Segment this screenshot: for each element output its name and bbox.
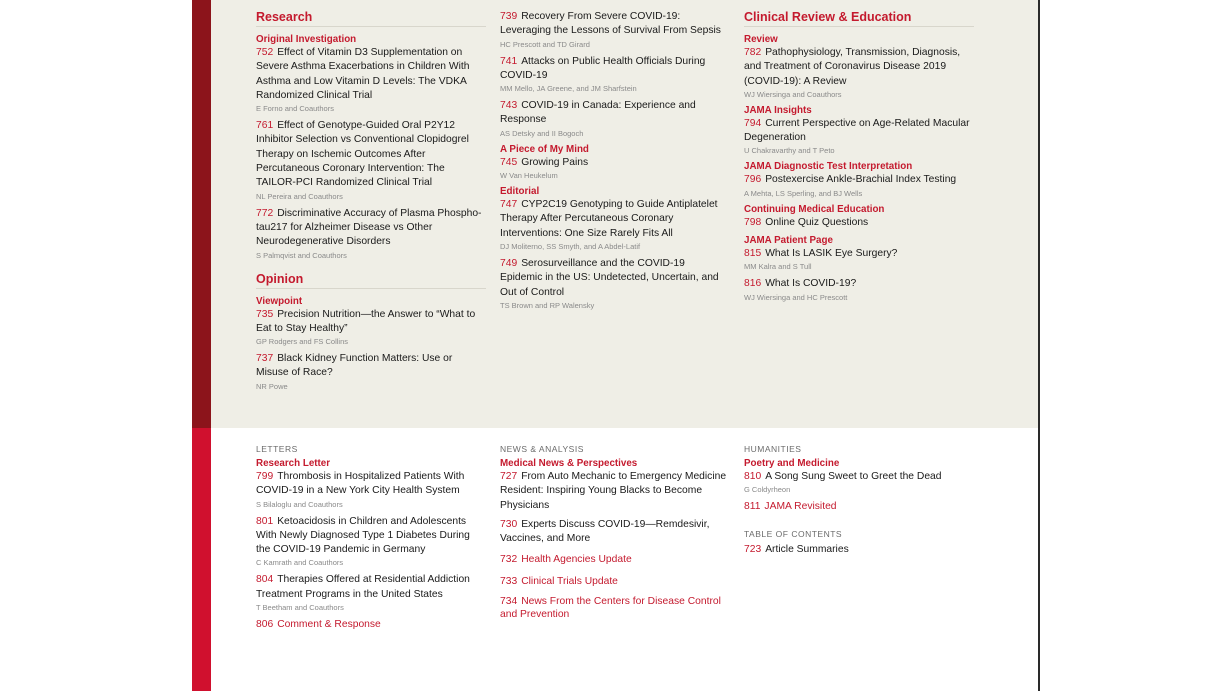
page-number: 737 xyxy=(256,353,274,365)
toc-entry[interactable] xyxy=(744,216,974,230)
spine-bar-bottom xyxy=(192,428,211,691)
toc-entry[interactable] xyxy=(256,207,486,261)
subsection-diagnostic-test: JAMA Diagnostic Test Interpretation xyxy=(744,161,913,173)
toc-entry[interactable] xyxy=(500,257,730,311)
toc-entry[interactable] xyxy=(744,173,974,198)
toc-entry[interactable] xyxy=(744,470,974,495)
authors: U Chakravarthy and T Peto xyxy=(744,146,835,156)
page-number: 801 xyxy=(256,515,274,527)
toc-entry[interactable] xyxy=(744,277,974,302)
article-title: Article Summaries xyxy=(765,543,849,555)
toc-entry[interactable] xyxy=(500,55,730,95)
article-title: Experts Discuss COVID-19—Remdesivir, Vaccines, and More xyxy=(500,518,710,545)
page-number: 741 xyxy=(500,55,518,67)
page-number: 723 xyxy=(744,543,762,555)
toc-entry[interactable] xyxy=(744,117,974,157)
toc-entry[interactable] xyxy=(256,46,486,114)
authors: MM Kalra and S Tull xyxy=(744,262,812,272)
article-title: Pathophysiology, Transmission, Diagnosis, and Treatment of Coronavirus Disease 2019 (COVID-19): A Review xyxy=(744,47,961,87)
page-number: 727 xyxy=(500,471,518,482)
subsection-viewpoint: Viewpoint xyxy=(256,295,303,307)
subsection-original-investigation: Original Investigation xyxy=(256,34,357,45)
section-news: NEWS & ANALYSIS xyxy=(500,444,584,454)
toc-page xyxy=(192,0,1040,691)
authors: T Beetham and Coauthors xyxy=(256,603,344,613)
page-number: 743 xyxy=(500,100,518,112)
authors: MM Mello, JA Greene, and JM Sharfstein xyxy=(500,84,637,94)
subsection-piece-of-my-mind: A Piece of My Mind xyxy=(500,143,589,155)
authors: NL Pereira and Coauthors xyxy=(256,191,343,201)
subsection-jama-insights: JAMA Insights xyxy=(744,104,812,116)
article-title: Health Agencies Update xyxy=(521,554,632,566)
toc-entry[interactable] xyxy=(500,156,730,181)
toc-entry[interactable] xyxy=(744,500,974,514)
article-title: Therapies Offered at Residential Addiction Treatment Programs in the United States xyxy=(256,574,470,600)
toc-entry[interactable] xyxy=(744,46,974,100)
article-title: Attacks on Public Health Officials During COVID-19 xyxy=(500,55,706,81)
article-title: Discriminative Accuracy of Plasma Phospho-tau217 for Alzheimer Disease vs Other Neurodegenerative Disorders xyxy=(256,207,482,248)
page-number: 804 xyxy=(256,574,274,586)
page-number: 739 xyxy=(500,11,518,22)
page-number: 732 xyxy=(500,554,518,566)
column-humanities xyxy=(744,444,974,562)
article-title: Clinical Trials Update xyxy=(521,575,618,587)
section-toc: TABLE OF CONTENTS xyxy=(744,528,843,539)
toc-entry[interactable] xyxy=(256,618,486,632)
section-opinion: Opinion xyxy=(256,272,486,289)
subsection-patient-page: JAMA Patient Page xyxy=(744,235,833,247)
article-title: Current Perspective on Age-Related Macular Degeneration xyxy=(744,117,970,144)
article-title: A Song Sung Sweet to Greet the Dead xyxy=(765,471,942,482)
column-news xyxy=(500,444,730,626)
authors: E Forno and Coauthors xyxy=(256,104,334,114)
page-number: 745 xyxy=(500,156,518,168)
authors: DJ Moliterno, SS Smyth, and A Abdel-Latif xyxy=(500,241,641,251)
toc-entry[interactable] xyxy=(256,308,486,348)
article-title: What Is LASIK Eye Surgery? xyxy=(765,248,898,260)
page-number: 733 xyxy=(500,575,518,587)
authors: TS Brown and RP Walensky xyxy=(500,300,595,310)
section-clinical-review: Clinical Review & Education xyxy=(744,10,974,27)
article-title: Effect of Genotype-Guided Oral P2Y12 Inhibitor Selection vs Conventional Clopidogrel Therapy on Ischemic Outcomes After Percutaneous Coronary Intervention: The TAILOR-PCI Randomized Clinical Trial xyxy=(256,120,469,189)
page-number: 735 xyxy=(256,308,274,320)
page-number: 734 xyxy=(500,596,518,608)
page-number: 772 xyxy=(256,207,274,219)
page-number: 782 xyxy=(744,47,762,58)
section-research: Research xyxy=(256,10,486,27)
toc-entry[interactable] xyxy=(256,573,486,613)
authors: WJ Wiersinga and Coauthors xyxy=(744,89,842,99)
article-title: JAMA Revisited xyxy=(764,501,837,513)
toc-entry[interactable] xyxy=(500,470,730,513)
toc-entry[interactable] xyxy=(500,596,730,621)
subsection-review: Review xyxy=(744,34,778,45)
toc-entry[interactable] xyxy=(500,575,730,589)
article-title: Precision Nutrition—the Answer to “What to Eat to Stay Healthy” xyxy=(256,308,476,334)
authors: NR Powe xyxy=(256,381,288,391)
page-number: 730 xyxy=(500,518,518,530)
section-humanities: HUMANITIES xyxy=(744,444,802,454)
toc-entry[interactable] xyxy=(744,543,974,557)
page-number: 815 xyxy=(744,248,762,260)
article-title: Effect of Vitamin D3 Supplementation on Severe Asthma Exacerbations in Children With Asthma and Low Vitamin D Levels: The VDKA Randomized Clinical Trial xyxy=(256,47,470,101)
article-title: Ketoacidosis in Children and Adolescents With Newly Diagnosed Type 1 Diabetes During the COVID-19 Pandemic in Germany xyxy=(256,515,470,556)
article-title: Recovery From Severe COVID-19: Leveraging the Lessons of Survival From Sepsis xyxy=(500,11,721,37)
authors: HC Prescott and TD Girard xyxy=(500,39,590,49)
column-clinical-review xyxy=(744,10,974,308)
article-title: Postexercise Ankle-Brachial Index Testing xyxy=(765,174,957,186)
article-title: Thrombosis in Hospitalized Patients With COVID-19 in a New York City Health System xyxy=(256,471,465,497)
article-title: COVID-19 in Canada: Experience and Response xyxy=(500,100,696,126)
column-opinion-continued xyxy=(500,10,730,316)
subsection-medical-news: Medical News & Perspectives xyxy=(500,458,638,469)
article-title: From Auto Mechanic to Emergency Medicine Resident: Inspiring Young Blacks to Become Physicians xyxy=(500,471,727,511)
subsection-poetry: Poetry and Medicine xyxy=(744,458,840,469)
authors: S Palmqvist and Coauthors xyxy=(256,250,347,260)
authors: G Coldyrheon xyxy=(744,485,791,495)
page-number: 816 xyxy=(744,278,762,290)
toc-entry[interactable] xyxy=(256,119,486,201)
page-number: 799 xyxy=(256,471,274,482)
page-number: 798 xyxy=(744,216,762,228)
toc-entry[interactable] xyxy=(744,247,974,272)
authors: AS Detsky and II Bogoch xyxy=(500,128,584,138)
spine-bar-top xyxy=(192,0,211,428)
page-number: 796 xyxy=(744,174,762,186)
page-number: 806 xyxy=(256,619,274,631)
article-title: CYP2C19 Genotyping to Guide Antiplatelet Therapy After Percutaneous Coronary Interventions: One Size Rarely Fits All xyxy=(500,199,718,239)
article-title: Black Kidney Function Matters: Use or Misuse of Race? xyxy=(256,353,453,379)
subsection-editorial: Editorial xyxy=(500,186,540,198)
column-research xyxy=(256,10,486,397)
toc-entry[interactable] xyxy=(500,553,730,567)
section-letters: LETTERS xyxy=(256,444,298,454)
page-number: 761 xyxy=(256,120,274,132)
column-letters xyxy=(256,444,486,637)
toc-entry[interactable] xyxy=(500,10,730,50)
toc-entry[interactable] xyxy=(256,515,486,569)
article-title: News From the Centers for Disease Control and Prevention xyxy=(500,596,721,620)
toc-entry[interactable] xyxy=(500,198,730,252)
page-number: 747 xyxy=(500,199,518,211)
toc-entry[interactable] xyxy=(256,470,486,510)
toc-entry[interactable] xyxy=(500,99,730,139)
article-title: Comment & Response xyxy=(277,619,381,631)
subsection-research-letter: Research Letter xyxy=(256,458,331,469)
toc-entry[interactable] xyxy=(500,518,730,547)
page-number: 811 xyxy=(744,501,761,513)
authors: GP Rodgers and FS Collins xyxy=(256,337,348,347)
page-number: 752 xyxy=(256,47,274,58)
page-number: 794 xyxy=(744,117,762,129)
toc-entry[interactable] xyxy=(256,352,486,392)
article-title: Growing Pains xyxy=(521,156,589,168)
authors: A Mehta, LS Sperling, and BJ Wells xyxy=(744,188,863,198)
authors: WJ Wiersinga and HC Prescott xyxy=(744,292,848,302)
article-title: What Is COVID-19? xyxy=(765,278,857,290)
article-title: Online Quiz Questions xyxy=(765,216,869,228)
authors: W Van Heukelum xyxy=(500,171,558,181)
article-title: Serosurveillance and the COVID-19 Epidemic in the US: Undetected, Uncertain, and Out of Control xyxy=(500,257,719,298)
authors: C Kamrath and Coauthors xyxy=(256,558,344,568)
authors: S Bilaloglu and Coauthors xyxy=(256,499,343,509)
page-number: 749 xyxy=(500,257,518,269)
subsection-cme: Continuing Medical Education xyxy=(744,203,885,215)
page-number: 810 xyxy=(744,471,762,482)
